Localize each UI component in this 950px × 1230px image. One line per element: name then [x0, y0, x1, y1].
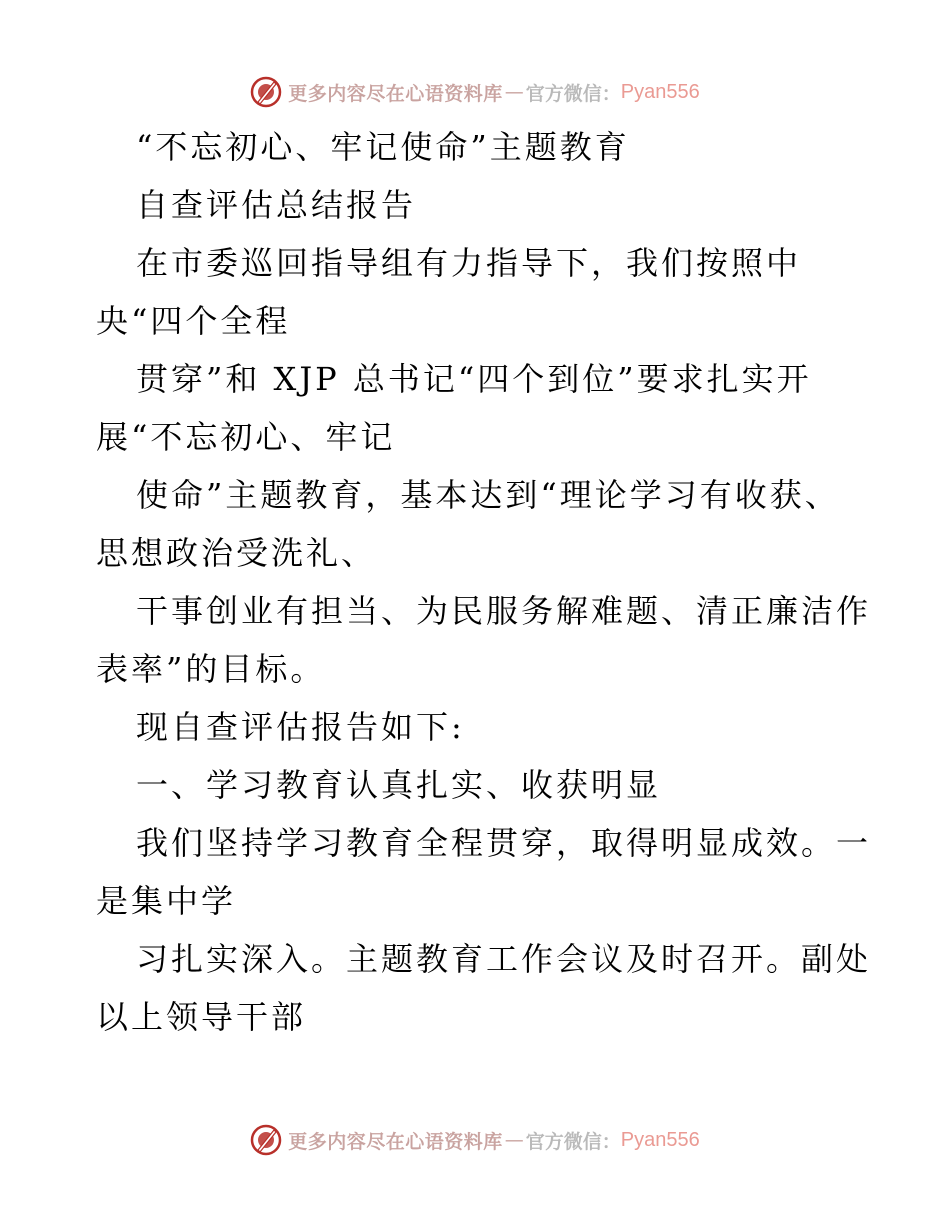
header-watermark: [0, 72, 950, 112]
watermark-wechat-id: Pyan556: [620, 1128, 700, 1151]
watermark-site-text: 更多内容尽在心语资料库: [288, 1130, 503, 1153]
doc-paragraph-line: 使命”主题教育，基本达到“理论学习有收获、: [136, 476, 840, 514]
doc-paragraph-line: 思想政治受洗礼、: [96, 534, 377, 572]
watermark-dash: —: [504, 81, 524, 103]
watermark-wechat-id: Pyan556: [620, 80, 700, 103]
footer-watermark: [0, 1120, 950, 1160]
doc-paragraph-line: 以上领导干部: [96, 998, 307, 1036]
watermark-dash: —: [504, 1129, 524, 1151]
doc-paragraph-line: 我们坚持学习教育全程贯穿，取得明显成效。一: [136, 824, 872, 862]
watermark-label: 官方微信：: [525, 82, 621, 105]
doc-paragraph-line: 干事创业有担当、为民服务解难题、清正廉洁作: [136, 592, 872, 630]
doc-paragraph-line: 央“四个全程: [96, 302, 291, 340]
doc-title-line-1: “不忘初心、牢记使命”主题教育: [136, 128, 630, 166]
watermark-site-text: 更多内容尽在心语资料库: [288, 82, 503, 105]
watermark-label: 官方微信：: [525, 1130, 621, 1153]
doc-paragraph-line: 是集中学: [96, 882, 237, 920]
quill-logo-icon: [250, 1124, 282, 1156]
document-body: [96, 118, 872, 1046]
doc-title-line-2: 自查评估总结报告: [136, 186, 417, 224]
doc-paragraph-line: 习扎实深入。主题教育工作会议及时召开。副处: [136, 940, 872, 978]
quill-logo-icon: [250, 76, 282, 108]
doc-paragraph-line: 在市委巡回指导组有力指导下，我们按照中: [136, 244, 802, 282]
doc-paragraph-line: 表率”的目标。: [96, 650, 326, 688]
doc-paragraph-line: 展“不忘初心、牢记: [96, 418, 396, 456]
doc-paragraph-line: 贯穿”和 XJP 总书记“四个到位”要求扎实开: [136, 360, 812, 398]
doc-paragraph-line: 现自查评估报告如下:: [136, 708, 465, 746]
doc-section-heading: 一、学习教育认真扎实、收获明显: [136, 766, 662, 804]
